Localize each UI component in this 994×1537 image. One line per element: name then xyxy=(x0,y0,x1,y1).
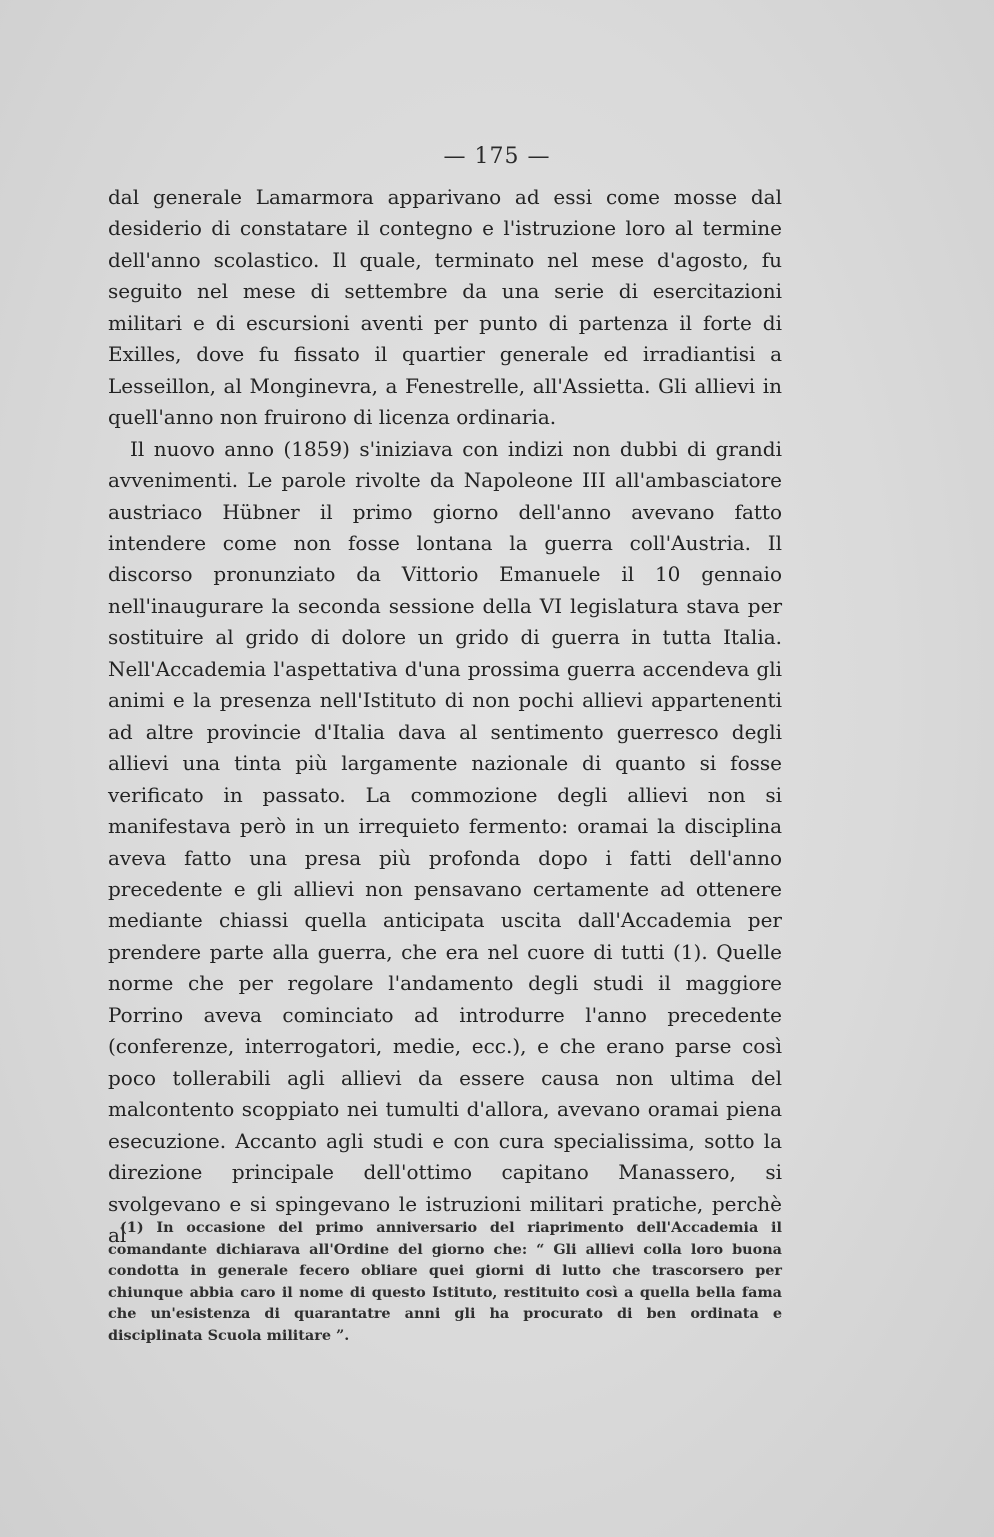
footnote: (1) In occasione del primo anniversario del riaprimento dell'Accademia il comandante dichiarava all'Ordine del giorno che: “ Gli allievi colla loro buona condotta in generale fecero obliare quei giorni di lutto che trascorsero per chiunque abbia caro il nome di questo Istituto, restituito così a quella bella fama che un'esistenza di quarantatre anni gli ha procurato di ben ordinata e disciplinata Scuola militare ”. xyxy=(108,1219,782,1344)
paragraph: dal generale Lamarmora apparivano ad essi come mosse dal desiderio di constatare il contegno e l'istruzione loro al termine dell'anno scolastico. Il quale, terminato nel mese d'agosto, fu seguito nel mese di settembre da una serie di esercitazioni militari e di escursioni aventi per punto di partenza il forte di Exilles, dove fu fissato il quartier generale ed irradiantisi a Lesseillon, al Monginevra, a Fenestrelle, all'Assietta. Gli allievi in quell'anno non fruirono di licenza ordinaria. xyxy=(108,185,782,430)
paragraph: Il nuovo anno (1859) s'iniziava con indizi non dubbi di grandi avvenimenti. Le parole rivolte da Napoleone III all'ambasciatore austriaco Hübner il primo giorno dell'anno avevano fatto intendere come non fosse lontana la guerra coll'Austria. Il discorso pronunziato da Vittorio Emanuele il 10 gennaio nell'inaugurare la seconda sessione della VI legislatura stava per sostituire al grido di dolore un grido di guerra in tutta Italia. Nell'Accademia l'aspettativa d'una prossima guerra accendeva gli animi e la presenza nell'Istituto di non pochi allievi appartenenti ad altre provincie d'Italia dava al sentimento guerresco degli allievi una tinta più largamente nazionale di quanto si fosse verificato in passato. La commozione degli allievi non si manifestava però in un irrequieto fermento: oramai la disciplina aveva fatto una presa più profonda dopo i fatti dell'anno precedente e gli allievi non pensavano certamente ad ottenere mediante chiassi quella anticipata uscita dall'Accademia per prendere parte alla guerra, che era nel cuore di tutti (1). Quelle norme che per regolare l'andamento degli studi il maggiore Porrino aveva cominciato ad introdurre l'anno precedente (conferenze, interrogatori, medie, ecc.), e che erano parse così poco tollerabili agli allievi da essere causa non ultima del malcontento scoppiato nei tumulti d'allora, avevano oramai piena esecuzione. Accanto agli studi e con cura specialissima, sotto la direzione principale dell'ottimo capitano Manassero, si svolgevano e si spingevano le istruzioni militari pratiche, perchè al xyxy=(108,436,782,1247)
page-number: — 175 — xyxy=(443,144,551,169)
main-text xyxy=(108,182,782,1251)
